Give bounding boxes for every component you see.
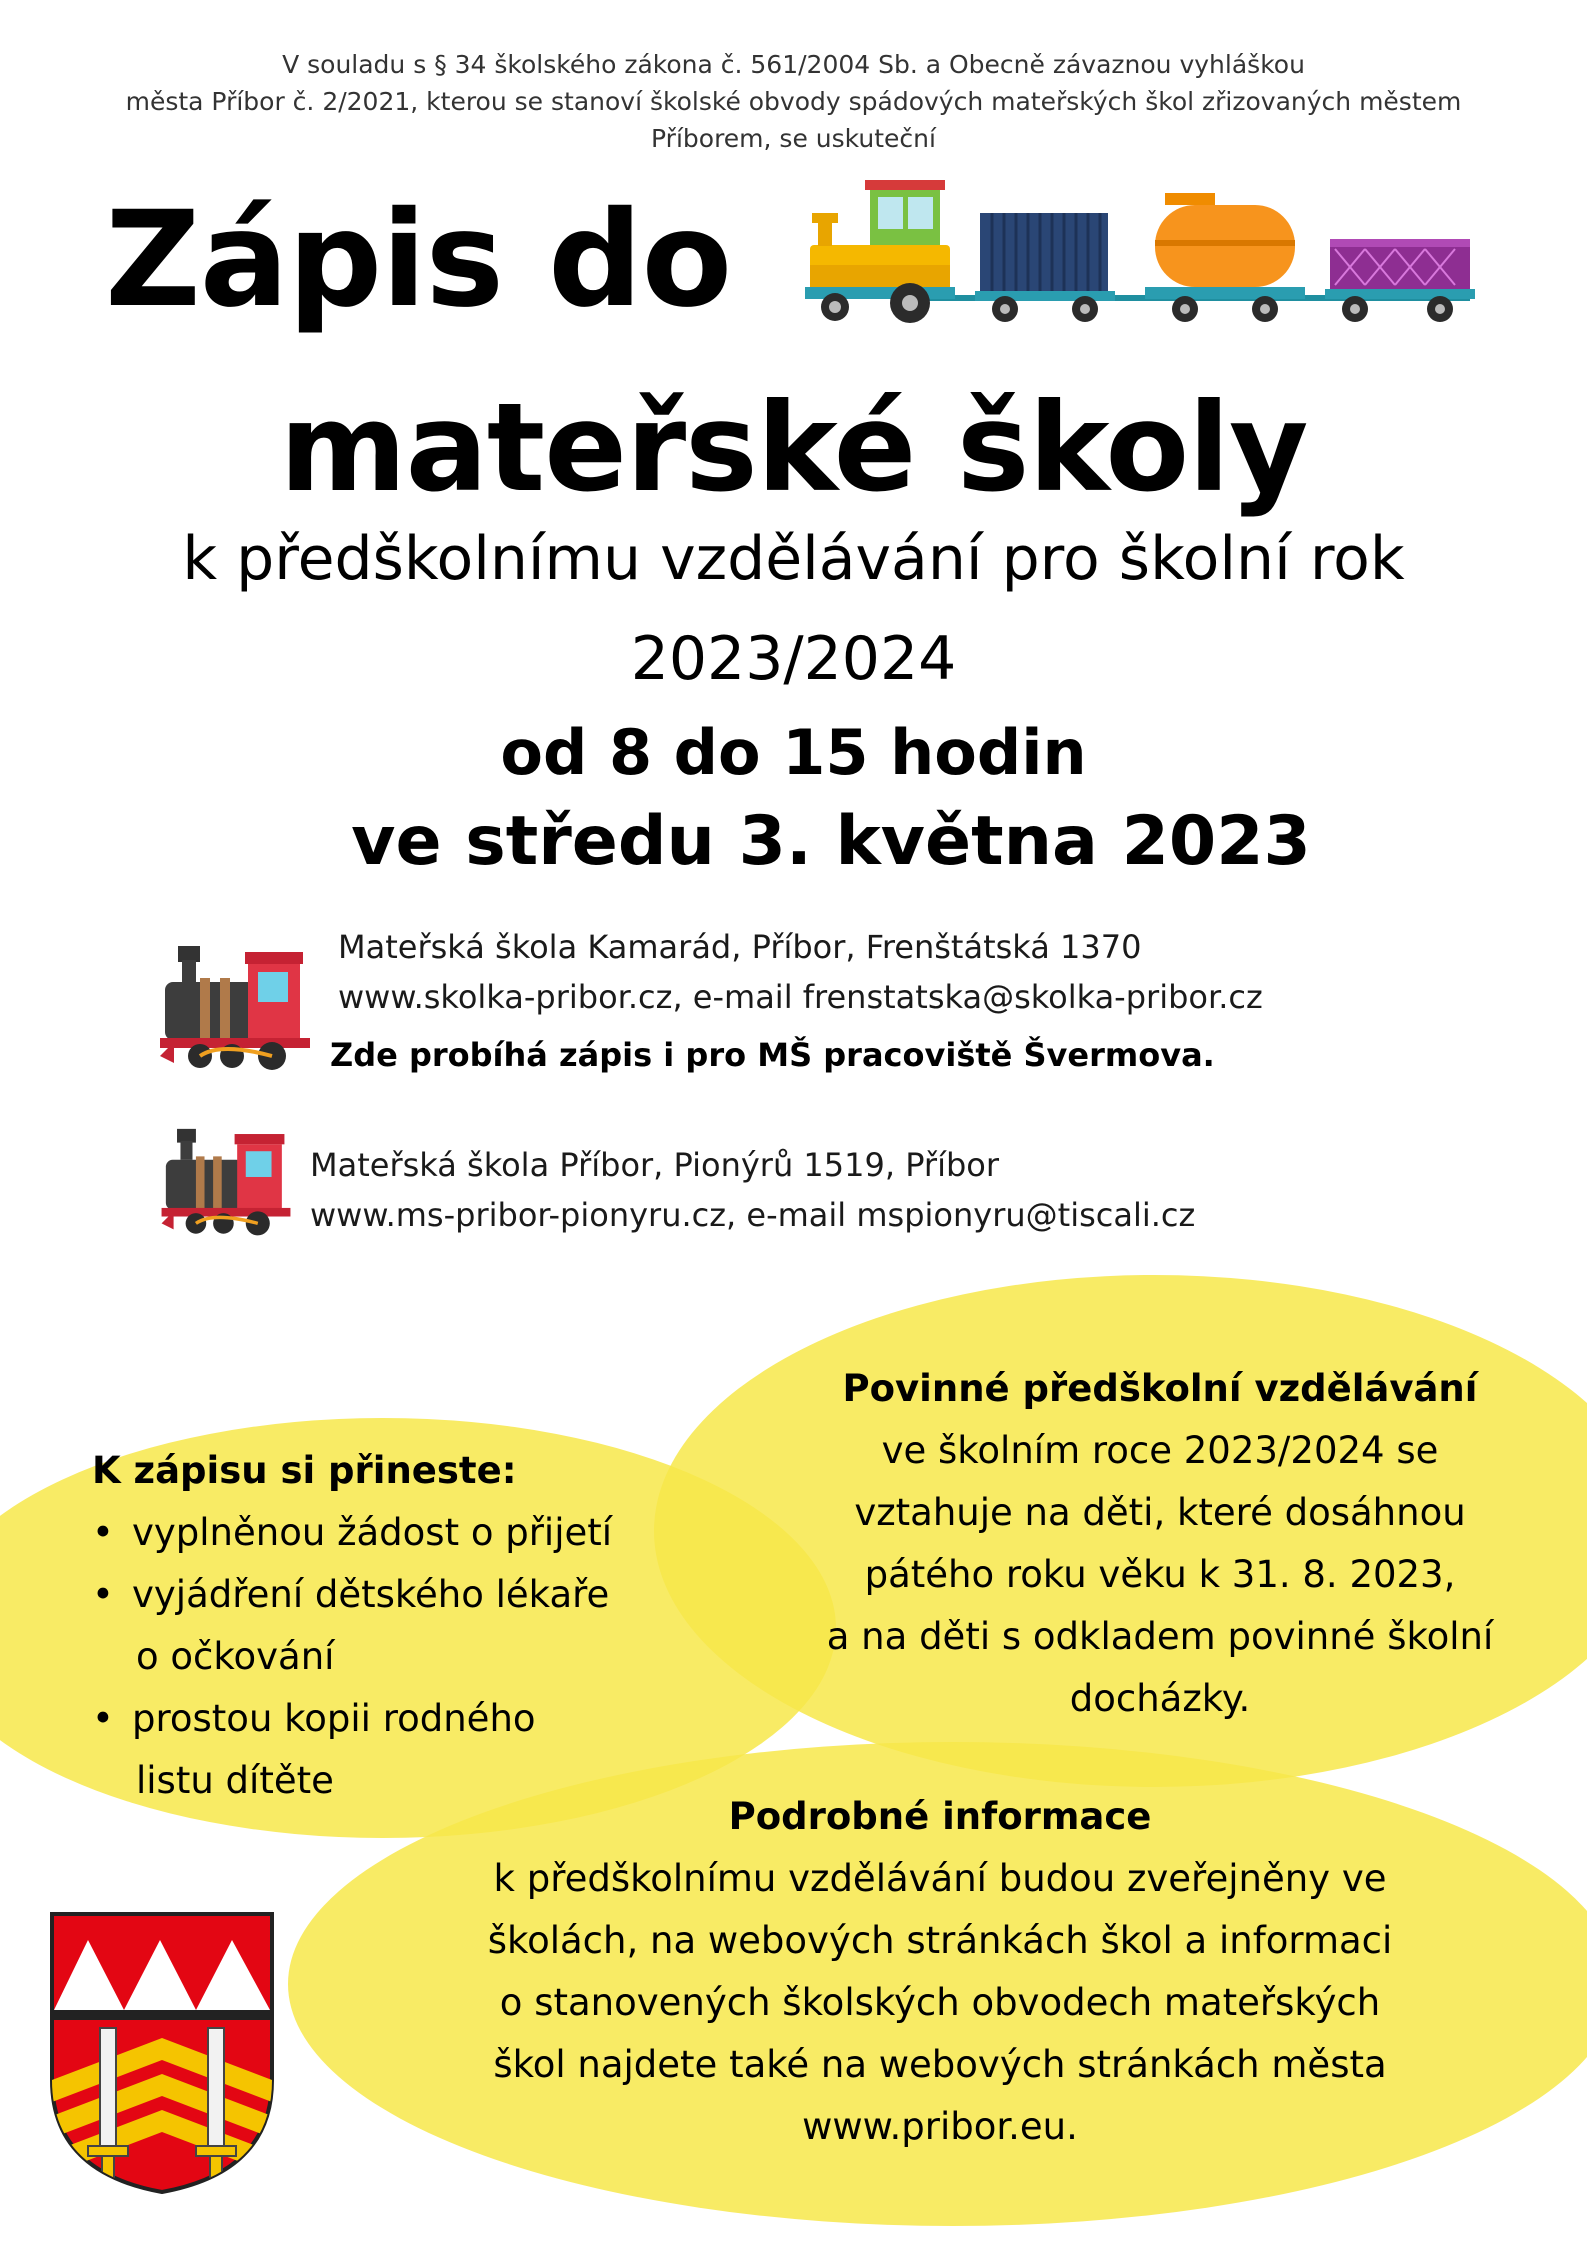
bring-heading: K zápisu si přineste: [92,1449,517,1492]
mandatory-line: vztahuje na děti, které dosáhnou [854,1491,1466,1534]
school-2 [310,1140,1195,1240]
enrolment-time: od 8 do 15 hodin [500,716,1087,789]
mandatory-line: ve školním roce 2023/2024 se [881,1429,1439,1472]
title-line-2: mateřské školy [279,377,1308,519]
steam-locomotive-icon [160,938,310,1073]
school-2-contact: www.ms-pribor-pionyru.cz, e-mail mspionyru@tiscali.cz [310,1196,1196,1234]
steam-locomotive-icon [160,1122,292,1238]
bring-info [92,1440,712,1812]
details-line: o stanovených školských obvodech mateřských [499,1981,1381,2024]
list-item-continuation: listu dítěte [136,1759,334,1802]
list-item: • vyjádření dětského lékaře [92,1564,712,1626]
school-1-contact: www.skolka-pribor.cz, e-mail frenstatska@skolka-pribor.cz [338,978,1263,1016]
list-item: • prostou kopii rodného [92,1688,712,1750]
intro-line-3: Příborem, se uskuteční [651,124,936,153]
school-2-name: Mateřská škola Příbor, Pionýrů 1519, Příbor [310,1146,1000,1184]
mandatory-line: docházky. [1069,1677,1251,1720]
mandatory-info [780,1358,1540,1730]
toy-train-icon [790,175,1480,335]
school-1-note: Zde probíhá zápis i pro MŠ pracoviště Švermova. [330,1036,1215,1074]
school-1-name: Mateřská škola Kamarád, Příbor, Frenštátská 1370 [338,928,1142,966]
school-year: 2023/2024 [630,624,957,694]
mandatory-line: pátého roku věku k 31. 8. 2023, [864,1553,1456,1596]
details-heading: Podrobné informace [728,1795,1152,1838]
bring-list [92,1502,712,1626]
list-item: • vyplněnou žádost o přijetí [92,1502,712,1564]
details-line: www.pribor.eu. [802,2105,1078,2148]
intro-line-2: města Příbor č. 2/2021, kterou se stanoví školské obvody spádových mateřských škol zřizovaných městem [125,87,1462,116]
bring-list-rest [92,1688,712,1750]
list-item-continuation: o očkování [136,1635,335,1678]
enrolment-date: ve středu 3. května 2023 [351,802,1311,881]
details-line: školách, na webových stránkách škol a informaci [487,1919,1393,1962]
mandatory-heading: Povinné předškolní vzdělávání [842,1367,1478,1410]
details-info [380,1786,1500,2158]
details-line: škol najdete také na webových stránkách města [493,2043,1387,2086]
mandatory-line: a na děti s odkladem povinné školní [826,1615,1494,1658]
coat-of-arms-icon [48,1910,276,2196]
intro-line-1: V souladu s § 34 školského zákona č. 561/2004 Sb. a Obecně závaznou vyhláškou [282,50,1305,79]
details-line: k předškolnímu vzdělávání budou zveřejněny ve [493,1857,1387,1900]
subtitle: k předškolnímu vzdělávání pro školní rok [182,524,1405,594]
title-line-1: Zápis do [105,183,732,337]
intro-text [80,46,1507,157]
school-1 [338,922,1263,1022]
